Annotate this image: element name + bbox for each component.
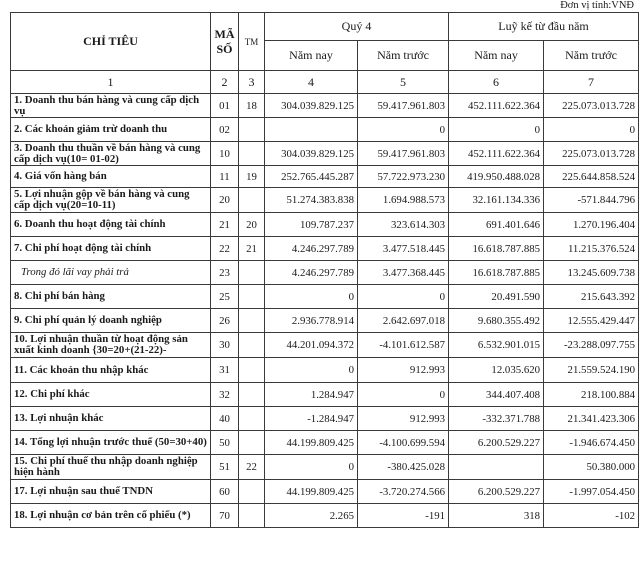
quarter-last-year-value: 0 — [358, 383, 449, 407]
row-code: 20 — [211, 188, 239, 213]
table-row — [11, 261, 639, 285]
unit-label: Đơn vị tính:VNĐ — [560, 0, 634, 11]
table-row — [11, 504, 639, 528]
cumulative-last-year-value: 21.559.524.190 — [544, 358, 639, 383]
row-code: 50 — [211, 431, 239, 455]
quarter-last-year-value: 912.993 — [358, 407, 449, 431]
row-tm: 19 — [239, 166, 265, 188]
header-code: MÃ SỐ — [211, 13, 239, 71]
row-tm — [239, 309, 265, 333]
cumulative-last-year-value: 225.073.013.728 — [544, 142, 639, 166]
row-label: 5. Lợi nhuận gộp về bán hàng và cung cấp dịch vụ(20=10-11) — [11, 188, 211, 213]
col-number: 5 — [358, 71, 449, 94]
row-tm — [239, 142, 265, 166]
table-body — [11, 94, 639, 528]
row-code: 21 — [211, 213, 239, 237]
row-tm — [239, 504, 265, 528]
cumulative-this-year-value: 344.407.408 — [449, 383, 544, 407]
cumulative-this-year-value: 452.111.622.364 — [449, 142, 544, 166]
header-quarter: Quý 4 — [265, 13, 449, 41]
row-label: 14. Tổng lợi nhuận trước thuế (50=30+40) — [11, 431, 211, 455]
row-code: 10 — [211, 142, 239, 166]
quarter-this-year-value: 304.039.829.125 — [265, 94, 358, 118]
row-tm — [239, 261, 265, 285]
cumulative-last-year-value: 50.380.000 — [544, 455, 639, 480]
cumulative-last-year-value: 21.341.423.306 — [544, 407, 639, 431]
cumulative-last-year-value: 215.643.392 — [544, 285, 639, 309]
quarter-last-year-value: 59.417.961.803 — [358, 94, 449, 118]
row-label: 17. Lợi nhuận sau thuế TNDN — [11, 480, 211, 504]
quarter-this-year-value: 252.765.445.287 — [265, 166, 358, 188]
quarter-this-year-value: 51.274.383.838 — [265, 188, 358, 213]
quarter-this-year-value: 44.199.809.425 — [265, 431, 358, 455]
cumulative-this-year-value: -332.371.788 — [449, 407, 544, 431]
cumulative-last-year-value: 0 — [544, 118, 639, 142]
table-row — [11, 188, 639, 213]
quarter-this-year-value: 4.246.297.789 — [265, 237, 358, 261]
header-tm: TM — [239, 13, 265, 71]
header-quarter-this-year: Năm nay — [265, 41, 358, 71]
row-label: 10. Lợi nhuận thuần từ hoạt động sản xuất kinh doanh {30=20+(21-22)- — [11, 333, 211, 358]
row-code: 70 — [211, 504, 239, 528]
row-label: 13. Lợi nhuận khác — [11, 407, 211, 431]
table-row — [11, 480, 639, 504]
table-row — [11, 285, 639, 309]
table-row — [11, 118, 639, 142]
col-number: 4 — [265, 71, 358, 94]
quarter-this-year-value: 0 — [265, 285, 358, 309]
cumulative-this-year-value: 12.035.620 — [449, 358, 544, 383]
row-code: 30 — [211, 333, 239, 358]
table-row — [11, 213, 639, 237]
cumulative-this-year-value: 32.161.134.336 — [449, 188, 544, 213]
row-code: 11 — [211, 166, 239, 188]
cumulative-this-year-value: 318 — [449, 504, 544, 528]
quarter-this-year-value: -1.284.947 — [265, 407, 358, 431]
col-number: 2 — [211, 71, 239, 94]
row-code: 22 — [211, 237, 239, 261]
row-code: 01 — [211, 94, 239, 118]
cumulative-this-year-value: 16.618.787.885 — [449, 237, 544, 261]
header-cumulative: Luỹ kế từ đầu năm — [449, 13, 639, 41]
cumulative-this-year-value: 0 — [449, 118, 544, 142]
quarter-last-year-value: 3.477.518.445 — [358, 237, 449, 261]
row-code: 40 — [211, 407, 239, 431]
income-statement-table — [10, 12, 639, 528]
cumulative-last-year-value: 1.270.196.404 — [544, 213, 639, 237]
row-code: 25 — [211, 285, 239, 309]
cumulative-this-year-value: 9.680.355.492 — [449, 309, 544, 333]
quarter-this-year-value: 2.936.778.914 — [265, 309, 358, 333]
quarter-last-year-value: -4.100.699.594 — [358, 431, 449, 455]
row-code: 51 — [211, 455, 239, 480]
header-cumulative-this-year: Năm nay — [449, 41, 544, 71]
cumulative-last-year-value: 12.555.429.447 — [544, 309, 639, 333]
header-item: CHỈ TIÊU — [11, 13, 211, 71]
row-tm — [239, 285, 265, 309]
table-row — [11, 142, 639, 166]
row-code: 23 — [211, 261, 239, 285]
quarter-last-year-value: 323.614.303 — [358, 213, 449, 237]
row-label: 4. Giá vốn hàng bán — [11, 166, 211, 188]
row-label: 6. Doanh thu hoạt động tài chính — [11, 213, 211, 237]
cumulative-this-year-value: 6.532.901.015 — [449, 333, 544, 358]
quarter-last-year-value: 1.694.988.573 — [358, 188, 449, 213]
quarter-this-year-value: 1.284.947 — [265, 383, 358, 407]
row-tm — [239, 188, 265, 213]
row-label: 15. Chi phí thuế thu nhập doanh nghiệp hiện hành — [11, 455, 211, 480]
quarter-last-year-value: -3.720.274.566 — [358, 480, 449, 504]
row-tm: 20 — [239, 213, 265, 237]
cumulative-this-year-value: 20.491.590 — [449, 285, 544, 309]
row-label: 7. Chi phí hoạt động tài chính — [11, 237, 211, 261]
header-quarter-last-year: Năm trước — [358, 41, 449, 71]
table-row — [11, 237, 639, 261]
table-row — [11, 166, 639, 188]
cumulative-last-year-value: -102 — [544, 504, 639, 528]
quarter-last-year-value: -380.425.028 — [358, 455, 449, 480]
row-tm — [239, 407, 265, 431]
quarter-this-year-value: 0 — [265, 455, 358, 480]
cumulative-last-year-value: -23.288.097.755 — [544, 333, 639, 358]
row-label: 12. Chi phí khác — [11, 383, 211, 407]
row-tm — [239, 480, 265, 504]
row-label: 9. Chi phí quản lý doanh nghiệp — [11, 309, 211, 333]
cumulative-this-year-value: 419.950.488.028 — [449, 166, 544, 188]
table-row — [11, 309, 639, 333]
cumulative-this-year-value: 6.200.529.227 — [449, 431, 544, 455]
row-tm: 21 — [239, 237, 265, 261]
row-code: 31 — [211, 358, 239, 383]
row-tm — [239, 333, 265, 358]
quarter-this-year-value: 109.787.237 — [265, 213, 358, 237]
cumulative-last-year-value: -571.844.796 — [544, 188, 639, 213]
quarter-last-year-value: -191 — [358, 504, 449, 528]
row-label: 8. Chi phí bán hàng — [11, 285, 211, 309]
cumulative-this-year-value: 452.111.622.364 — [449, 94, 544, 118]
row-label: 3. Doanh thu thuần về bán hàng và cung cấp dịch vụ(10= 01-02) — [11, 142, 211, 166]
col-number: 1 — [11, 71, 211, 94]
quarter-this-year-value — [265, 118, 358, 142]
row-tm — [239, 431, 265, 455]
row-tm: 18 — [239, 94, 265, 118]
quarter-this-year-value: 44.199.809.425 — [265, 480, 358, 504]
row-code: 26 — [211, 309, 239, 333]
quarter-this-year-value: 0 — [265, 358, 358, 383]
col-number: 6 — [449, 71, 544, 94]
row-label: 18. Lợi nhuận cơ bản trên cổ phiếu (*) — [11, 504, 211, 528]
cumulative-last-year-value: 225.073.013.728 — [544, 94, 639, 118]
row-tm: 22 — [239, 455, 265, 480]
quarter-this-year-value: 44.201.094.372 — [265, 333, 358, 358]
header-cumulative-last-year: Năm trước — [544, 41, 639, 71]
cumulative-this-year-value — [449, 455, 544, 480]
row-label: 2. Các khoản giảm trừ doanh thu — [11, 118, 211, 142]
quarter-last-year-value: 2.642.697.018 — [358, 309, 449, 333]
quarter-last-year-value: 57.722.973.230 — [358, 166, 449, 188]
table-row — [11, 455, 639, 480]
row-code: 60 — [211, 480, 239, 504]
row-label: Trong đó lãi vay phải trả — [11, 261, 211, 285]
cumulative-this-year-value: 6.200.529.227 — [449, 480, 544, 504]
cumulative-last-year-value: 11.215.376.524 — [544, 237, 639, 261]
row-code: 02 — [211, 118, 239, 142]
quarter-last-year-value: -4.101.612.587 — [358, 333, 449, 358]
cumulative-this-year-value: 691.401.646 — [449, 213, 544, 237]
table-row — [11, 383, 639, 407]
col-number: 7 — [544, 71, 639, 94]
row-label: 1. Doanh thu bán hàng và cung cấp dịch vụ — [11, 94, 211, 118]
cumulative-last-year-value: -1.946.674.450 — [544, 431, 639, 455]
quarter-last-year-value: 0 — [358, 118, 449, 142]
table-row — [11, 358, 639, 383]
quarter-this-year-value: 4.246.297.789 — [265, 261, 358, 285]
row-tm — [239, 358, 265, 383]
cumulative-last-year-value: 218.100.884 — [544, 383, 639, 407]
quarter-last-year-value: 0 — [358, 285, 449, 309]
cumulative-last-year-value: -1.997.054.450 — [544, 480, 639, 504]
table-row — [11, 407, 639, 431]
row-tm — [239, 383, 265, 407]
quarter-this-year-value: 304.039.829.125 — [265, 142, 358, 166]
row-label: 11. Các khoản thu nhập khác — [11, 358, 211, 383]
table-row — [11, 431, 639, 455]
table-row — [11, 94, 639, 118]
cumulative-last-year-value: 13.245.609.738 — [544, 261, 639, 285]
quarter-last-year-value: 59.417.961.803 — [358, 142, 449, 166]
table-row — [11, 333, 639, 358]
cumulative-last-year-value: 225.644.858.524 — [544, 166, 639, 188]
quarter-last-year-value: 3.477.368.445 — [358, 261, 449, 285]
row-tm — [239, 118, 265, 142]
quarter-last-year-value: 912.993 — [358, 358, 449, 383]
quarter-this-year-value: 2.265 — [265, 504, 358, 528]
col-number: 3 — [239, 71, 265, 94]
cumulative-this-year-value: 16.618.787.885 — [449, 261, 544, 285]
row-code: 32 — [211, 383, 239, 407]
